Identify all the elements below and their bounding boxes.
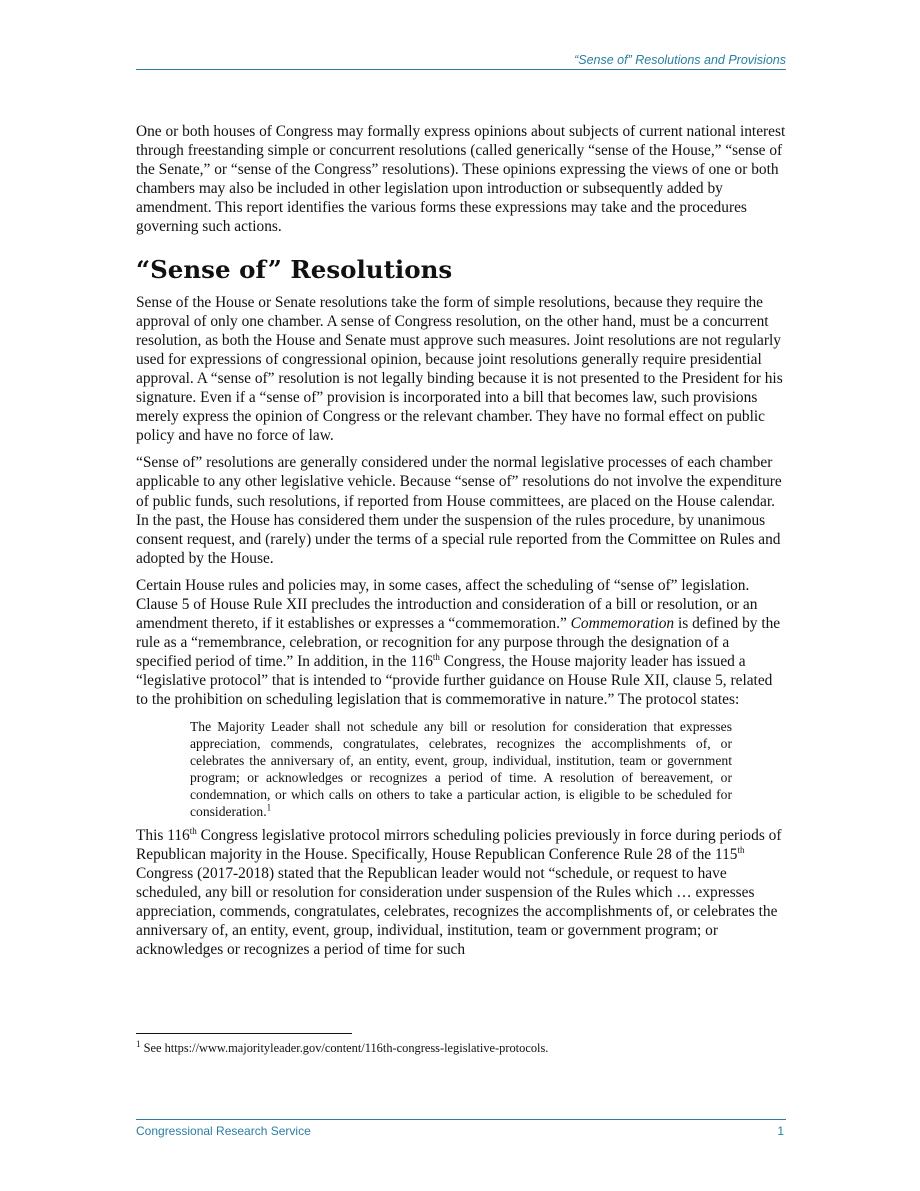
footer-rule [136, 1119, 786, 1120]
paragraph-4-part-c: Congress (2017-2018) stated that the Republican leader would not “schedule, or request to have scheduled, any bill or resolution for consideration under suspension of the Rules which … expresses appreciation, commends, congratulates, celebrates, recognizes the accomplishments of, or celebrates the anniversary of, an entity, event, group, individual, institution, team or government program; or acknowledges or recognizes a period of time for such [136, 864, 778, 959]
block-quote-text: The Majority Leader shall not schedule any bill or resolution for consideration that expresses appreciation, commends, congratulates, celebrates, recognizes the accomplishments of, or celebrates the anniversary of, an entity, event, group, individual, institution, team or government program; or acknowledges or recognizes a period of time. A resolution of bereavement, or condemnation, or which calls on others to take a particular action, is eligible to be scheduled for consideration. [190, 718, 732, 819]
block-quote [190, 718, 732, 820]
section-heading: “Sense of” Resolutions [136, 254, 453, 284]
paragraph-1: Sense of the House or Senate resolutions take the form of simple resolutions, because they require the approval of only one chamber. A sense of Congress resolution, on the other hand, must be a concurrent resolution, as both the House and Senate must approve such measures. Joint resolutions are not regularly used for expressions of congressional opinion, because joint resolutions generally require presidential approval. A “sense of” resolution is not legally binding because it is not presented to the President for his signature. Even if a “sense of” provision is incorporated into a bill that becomes law, such provisions merely express the opinion of Congress or the relevant chamber. They have no formal effect on public policy and have no force of law. [136, 293, 783, 445]
commemoration-term: Commemoration [570, 615, 675, 633]
header-rule [136, 69, 786, 70]
ordinal-suffix: th [737, 844, 745, 855]
footnote-rule [136, 1033, 352, 1034]
ordinal-suffix: th [189, 825, 197, 836]
paragraph-3-part-a: Certain House rules and policies may, in some cases, affect the scheduling of “sense of” legislation. Clause 5 of House Rule XII precludes the introduction and consideration of a bill or resolution, or an amendment thereto, if it establishes or expresses a “commemoration.” [136, 576, 758, 633]
footnote-reference[interactable]: 1 [266, 802, 272, 812]
intro-paragraph: One or both houses of Congress may formally express opinions about subjects of current national interest through freestanding simple or concurrent resolutions (called generically “sense of the House,” “sense of the Senate,” or “sense of the Congress” resolutions). These opinions expressing the views of one or both chambers may also be included in other legislation upon introduction or subsequently added by amendment. This report identifies the various forms these expressions may take and the procedures governing such actions. [136, 123, 786, 236]
footnote-mark: 1 [136, 1038, 141, 1049]
running-header: “Sense of” Resolutions and Provisions [574, 53, 786, 67]
paragraph-3-part-c: Congress, the House majority leader has issued a “legislative protocol” that is intended to “provide further guidance on House Rule XII, clause 5, related to the prohibition on scheduling legislation that is commemorative in nature.” The protocol states: [136, 653, 773, 709]
footnote-text[interactable]: See https://www.majorityleader.gov/content/116th-congress-legislative-protocols. [140, 1041, 549, 1055]
footer-publisher: Congressional Research Service [136, 1124, 311, 1138]
paragraph-4-part-a: This 116 [136, 826, 190, 844]
page-number: 1 [777, 1124, 784, 1138]
paragraph-4-part-b: Congress legislative protocol mirrors scheduling policies previously in force during periods of Republican majority in the House. Specifically, House Republican Conference Rule 28 of the 115 [136, 826, 782, 863]
footnote [136, 1038, 786, 1056]
paragraph-3-part-b: is defined by the rule as a “remembrance, celebration, or recognition for any purpose through the designation of a specified period of time.” In addition, in the 116 [136, 615, 781, 671]
paragraph-3 [136, 576, 788, 710]
body-content [136, 122, 788, 967]
paragraph-4 [136, 826, 788, 960]
paragraph-2: “Sense of” resolutions are generally considered under the normal legislative processes of each chamber applicable to any other legislative vehicle. Because “sense of” resolutions do not involve the expenditure of public funds, such resolutions, if reported from House committees, are placed on the House calendar. In the past, the House has considered them under the suspension of the rules procedure, by unanimous consent request, and (rarely) under the terms of a special rule reported from the Committee on Rules and adopted by the House. [136, 454, 782, 567]
ordinal-suffix: th [432, 652, 440, 663]
